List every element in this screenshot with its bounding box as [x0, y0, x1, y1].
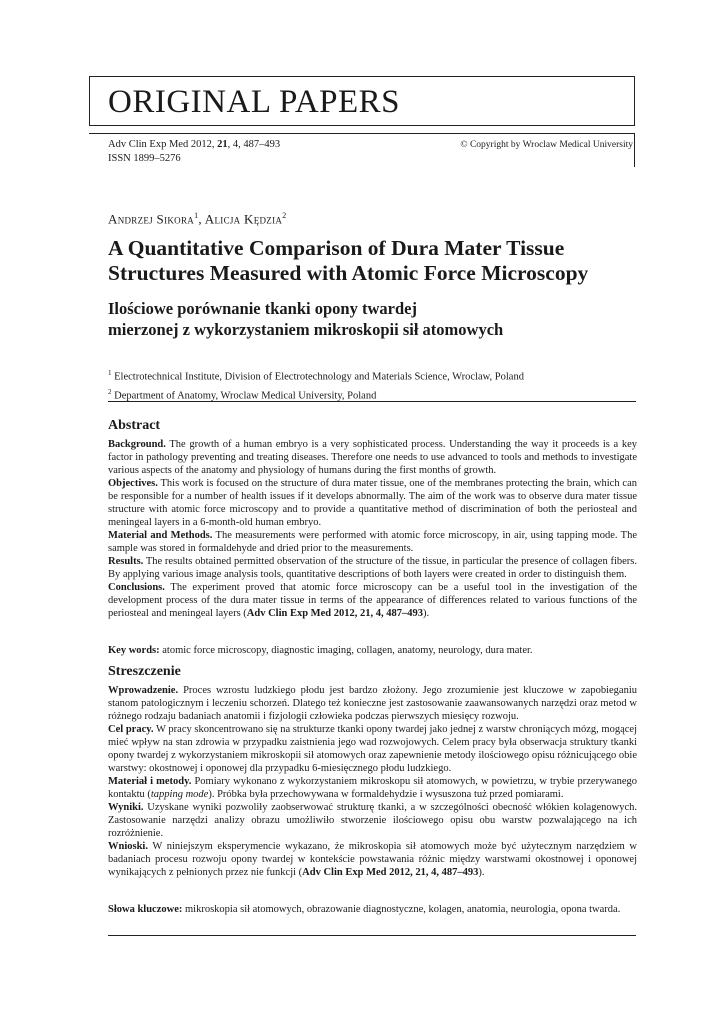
- section-title: ORIGINAL PAPERS: [108, 84, 401, 120]
- abstract-paragraph: [108, 581, 637, 620]
- streszczenie-paragraph: [108, 723, 637, 775]
- divider: [108, 401, 636, 402]
- paragraph-text: ).: [422, 608, 430, 619]
- paragraph-text: The experiment proved that atomic force microscopy can be a useful tool in the investigation of the development process of the dura mater tissue in terms of the appearance of differences related to various functions of the periosteal and meningeal layers (: [108, 582, 637, 619]
- paragraph-label: Wnioski.: [108, 841, 148, 852]
- slowa-kluczowe: [108, 903, 637, 916]
- author-affiliation-mark: 1: [194, 211, 199, 220]
- journal-citation: [108, 138, 280, 166]
- paragraph-text: ). Próbka była przechowywana w formaldehydzie i wysuszona tuż przed pomiarami.: [208, 789, 564, 800]
- abstract-paragraph: [108, 477, 637, 529]
- paragraph-text: This work is focused on the structure of dura mater tissue, one of the membranes protecting the brain, which can be responsible for a number of health issues if it develops abnormally. The aim of the work was to observe dura mater tissue structure with atomic force microscopy and to provide a quantitative method of discrimination of both the periosteal and meningeal layers in a 6-month-old human embryo.: [108, 478, 637, 528]
- affiliation-mark: 2: [108, 387, 112, 396]
- affiliation-mark: 1: [108, 369, 112, 377]
- paragraph-label: Cel pracy.: [108, 724, 154, 735]
- key-words-label: Key words:: [108, 645, 160, 656]
- citation: Adv Clin Exp Med 2012, 21, 4, 487–493: [246, 608, 423, 619]
- paragraph-label: Conclusions.: [108, 582, 165, 593]
- paragraph-label: Objectives.: [108, 478, 158, 489]
- slowa-kluczowe-label: Słowa kluczowe:: [108, 904, 183, 915]
- affiliation-item: [108, 366, 628, 385]
- copyright-notice: © Copyright by Wroclaw Medical University: [460, 140, 633, 150]
- citation: Adv Clin Exp Med 2012, 21, 4, 487–493: [302, 867, 479, 878]
- author-name: Alicja Kędzia: [204, 211, 283, 227]
- paragraph-text: The results obtained permitted observation of the structure of the tissue, in particular the presence of collagen fibers. By applying various image analysis tools, quantitative descriptions of both layers were created in order to distinguish them.: [108, 556, 637, 580]
- journal-citation-text: Adv Clin Exp Med 2012,: [108, 139, 218, 150]
- paragraph-text: Proces wzrostu ludzkiego płodu jest bardzo złożony. Jego zrozumienie jest kluczowe w zapobieganiu stanom patologicznym i leczeniu schorzeń. Dlatego też konieczne jest zastosowanie zaawansowanych narzędzi oraz metod w różnego rodzaju badaniach anatomii i fizjologii człowieka podczas pierwszych miesięcy rozwoju.: [108, 685, 637, 722]
- paragraph-label: Materiał i metody.: [108, 776, 192, 787]
- journal-volume: 21: [217, 139, 228, 150]
- abstract-paragraph: [108, 438, 637, 477]
- paragraph-label: Background.: [108, 439, 166, 450]
- author-separator: ,: [198, 211, 205, 227]
- streszczenie-paragraph: [108, 684, 637, 723]
- divider: [108, 935, 636, 936]
- streszczenie-body: [108, 684, 637, 879]
- paragraph-text: The growth of a human embryo is a very sophisticated process. Understanding the way it proceeds is a key factor in pathology preventing and treating diseases. Therefore one needs to use advanced to tools and methods to investigate various aspects of the anatomy and physiology of humans during the first months of growth.: [108, 439, 637, 476]
- abstract-body: [108, 438, 637, 620]
- paragraph-label: Wprowadzenie.: [108, 685, 179, 696]
- streszczenie-heading: Streszczenie: [108, 664, 181, 679]
- author-affiliation-mark: 2: [282, 211, 287, 220]
- italic-term: tapping mode: [150, 789, 209, 800]
- journal-pages: , 4, 487–493: [227, 139, 281, 150]
- paragraph-text: ).: [478, 867, 485, 878]
- affiliations: [108, 366, 628, 403]
- abstract-paragraph: [108, 555, 637, 581]
- author-name: Andrzej Sikora: [108, 211, 195, 227]
- affiliation-text: Department of Anatomy, Wroclaw Medical University, Poland: [111, 390, 377, 401]
- article-title-polish: [108, 298, 608, 340]
- key-words: [108, 644, 637, 657]
- paragraph-label: Results.: [108, 556, 144, 567]
- author-list: [108, 211, 287, 227]
- streszczenie-paragraph: [108, 801, 637, 840]
- paragraph-text: The measurements were performed with atomic force microscopy, in air, using tapping mode. The sample was stored in formaldehyde and dried prior to the measurements.: [108, 530, 638, 554]
- affiliation-text: Electrotechnical Institute, Division of Electrotechnology and Materials Science, Wroclaw, Poland: [111, 371, 524, 383]
- abstract-heading: Abstract: [108, 418, 161, 433]
- key-words-text: atomic force microscopy, diagnostic imaging, collagen, anatomy, neurology, dura mater.: [159, 645, 533, 656]
- article-title: A Quantitative Comparison of Dura Mater Tissue Structures Measured with Atomic Force Microscopy: [108, 236, 589, 285]
- paragraph-label: Material and Methods.: [108, 530, 213, 541]
- abstract-paragraph: [108, 529, 637, 555]
- paragraph-text: W pracy skoncentrowano się na strukturze tkanki opony twardej jako jednej z warstw chroniących mózg, mogącej mieć wpływ na stan zdrowia w przypadku zaistnienia jego wad rozwojowych. Celem pracy była obserwacja struktury tkanki opony twardej z wykorzystaniem mikroskopii sił atomowych oraz zapewnienie metody ilościowego opisu różnicującego obie warstwy: okostnowej i oponowej dla przypadku 6-miesięcznego płodu ludzkiego.: [108, 724, 637, 774]
- paragraph-text: Uzyskane wyniki pozwoliły zaobserwować strukturę tkanki, a w szczególności obecność włókien kolagenowych. Zastosowanie narzędzi analizy obrazu umożliwiło stworzenie ilościowego opisu obu warstw pozwalającego na ich rozróżnienie.: [108, 802, 637, 839]
- article-title-polish-line: Ilościowe porównanie tkanki opony twardej: [108, 299, 417, 318]
- paragraph-text: W niniejszym eksperymencie wykazano, że mikroskopia sił atomowych może być użytecznym narzędziem w badaniach procesu rozwoju opony twardej w kontekście powstawania różnic między warstwami okostnowej i oponowej wynikających z pełnionych przez nie funkcji (: [108, 841, 637, 878]
- paragraph-text: Pomiary wykonano z wykorzystaniem mikroskopu sił atomowych, w powietrzu, w trybie przerywanego kontaktu (: [108, 776, 637, 800]
- paragraph-label: Wyniki.: [108, 802, 144, 813]
- journal-issn: ISSN 1899–5276: [108, 153, 181, 164]
- streszczenie-paragraph: [108, 840, 637, 879]
- article-title-polish-line: mierzonej z wykorzystaniem mikroskopii sił atomowych: [108, 320, 504, 339]
- streszczenie-paragraph: [108, 775, 637, 801]
- slowa-kluczowe-text: mikroskopia sił atomowych, obrazowanie diagnostyczne, kolagen, anatomia, neurologia, opona twarda.: [182, 904, 621, 915]
